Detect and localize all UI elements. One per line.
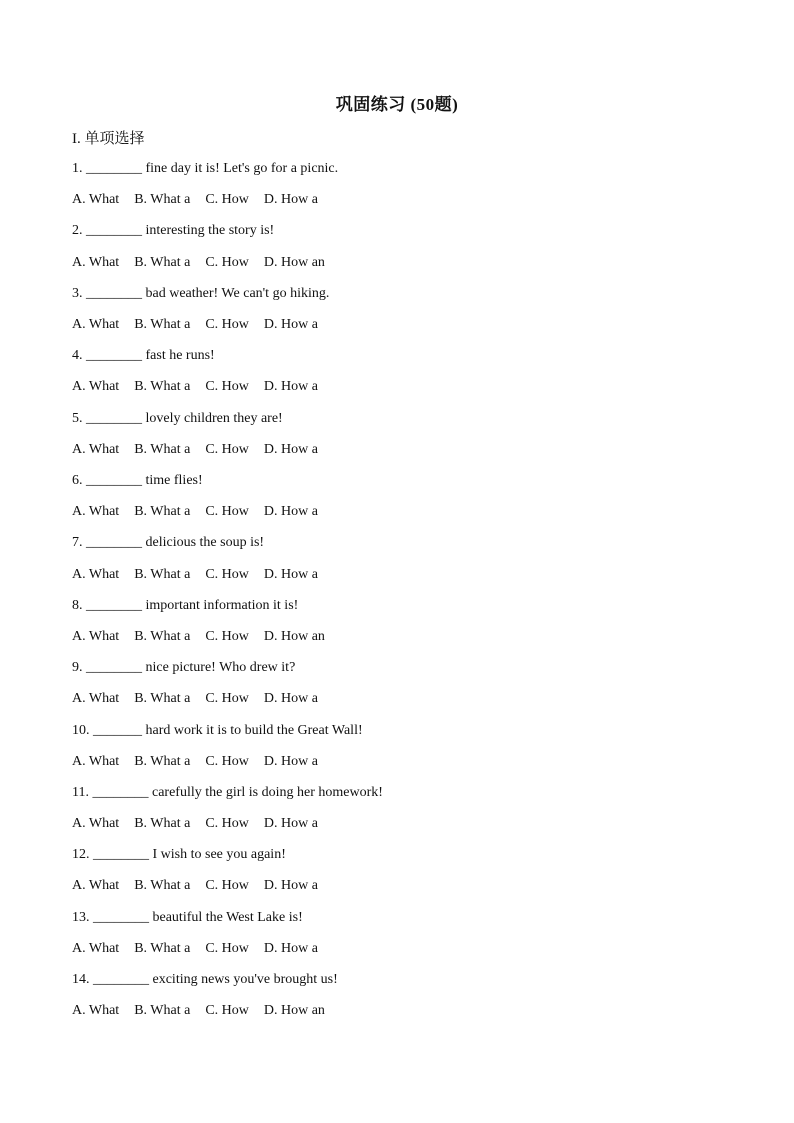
option-b: B. What a — [134, 441, 191, 457]
question-stem: 13. ________ beautiful the West Lake is! — [72, 909, 303, 925]
option-b: B. What a — [134, 940, 191, 956]
option-a: A. What — [72, 566, 120, 582]
option-d: D. How a — [263, 441, 318, 457]
option-c: C. How — [205, 1003, 249, 1019]
question-item — [72, 220, 732, 282]
option-a: A. What — [72, 940, 120, 956]
question-item — [72, 844, 732, 906]
option-c: C. How — [205, 441, 249, 457]
option-a: A. What — [72, 753, 120, 769]
question-stem: 8. ________ important information it is! — [72, 597, 299, 613]
question-stem: 2. ________ interesting the story is! — [72, 223, 275, 239]
option-d: D. How a — [263, 379, 318, 395]
question-item — [72, 470, 732, 532]
option-b: B. What a — [134, 691, 191, 707]
option-b: B. What a — [134, 504, 191, 520]
question-options — [72, 564, 732, 595]
option-b: B. What a — [134, 192, 191, 208]
question-item — [72, 345, 732, 407]
option-c: C. How — [205, 628, 249, 644]
question-item — [72, 283, 732, 345]
question-options — [72, 813, 732, 844]
option-b: B. What a — [134, 753, 191, 769]
question-item — [72, 408, 732, 470]
question-options — [72, 1000, 732, 1031]
option-d: D. How an — [263, 254, 325, 270]
option-d: D. How a — [263, 316, 318, 332]
option-c: C. How — [205, 192, 249, 208]
question-options — [72, 751, 732, 782]
question-stem: 10. _______ hard work it is to build the Great Wall! — [72, 722, 363, 738]
question-stem: 4. ________ fast he runs! — [72, 348, 215, 364]
option-b: B. What a — [134, 316, 191, 332]
option-a: A. What — [72, 254, 120, 270]
option-d: D. How a — [263, 753, 318, 769]
question-stem: 9. ________ nice picture! Who drew it? — [72, 660, 296, 676]
option-a: A. What — [72, 504, 120, 520]
option-c: C. How — [205, 316, 249, 332]
question-options — [72, 501, 732, 532]
option-d: D. How an — [263, 628, 325, 644]
question-stem: 3. ________ bad weather! We can't go hiking. — [72, 285, 330, 301]
question-list — [72, 158, 732, 1031]
option-b: B. What a — [134, 628, 191, 644]
option-b: B. What a — [134, 254, 191, 270]
question-stem: 12. ________ I wish to see you again! — [72, 847, 286, 863]
option-d: D. How a — [263, 816, 318, 832]
question-options — [72, 938, 732, 969]
question-stem: 7. ________ delicious the soup is! — [72, 535, 265, 551]
option-a: A. What — [72, 192, 120, 208]
option-b: B. What a — [134, 566, 191, 582]
question-options — [72, 252, 732, 283]
question-options — [72, 376, 732, 407]
question-options — [72, 314, 732, 345]
question-item — [72, 532, 732, 594]
option-a: A. What — [72, 878, 120, 894]
option-b: B. What a — [134, 816, 191, 832]
option-d: D. How a — [263, 566, 318, 582]
question-options — [72, 875, 732, 906]
question-options — [72, 688, 732, 719]
question-item — [72, 907, 732, 969]
option-d: D. How a — [263, 940, 318, 956]
question-options — [72, 189, 732, 220]
option-b: B. What a — [134, 878, 191, 894]
question-item — [72, 720, 732, 782]
question-item — [72, 782, 732, 844]
question-stem: 6. ________ time flies! — [72, 472, 203, 488]
option-a: A. What — [72, 379, 120, 395]
page-title: 巩固练习 (50题) — [335, 95, 459, 114]
option-d: D. How an — [263, 1003, 325, 1019]
option-c: C. How — [205, 878, 249, 894]
option-a: A. What — [72, 316, 120, 332]
option-a: A. What — [72, 816, 120, 832]
question-stem: 1. ________ fine day it is! Let's go for a picnic. — [72, 161, 339, 176]
question-item — [72, 969, 732, 1031]
option-c: C. How — [205, 504, 249, 520]
question-item — [72, 158, 732, 220]
option-c: C. How — [205, 816, 249, 832]
option-d: D. How a — [263, 192, 318, 208]
question-options — [72, 439, 732, 470]
option-d: D. How a — [263, 878, 318, 894]
option-a: A. What — [72, 1003, 120, 1019]
option-d: D. How a — [263, 691, 318, 707]
option-b: B. What a — [134, 379, 191, 395]
option-a: A. What — [72, 691, 120, 707]
option-a: A. What — [72, 628, 120, 644]
option-d: D. How a — [263, 504, 318, 520]
question-stem: 14. ________ exciting news you've brought us! — [72, 972, 338, 988]
option-c: C. How — [205, 691, 249, 707]
question-stem: 5. ________ lovely children they are! — [72, 410, 283, 426]
option-c: C. How — [205, 940, 249, 956]
section-heading: I. 单项选择 — [72, 131, 145, 147]
option-c: C. How — [205, 254, 249, 270]
question-item — [72, 595, 732, 657]
option-c: C. How — [205, 753, 249, 769]
option-b: B. What a — [134, 1003, 191, 1019]
question-item — [72, 657, 732, 719]
question-options — [72, 626, 732, 657]
option-c: C. How — [205, 379, 249, 395]
option-a: A. What — [72, 441, 120, 457]
option-c: C. How — [205, 566, 249, 582]
question-stem: 11. ________ carefully the girl is doing her homework! — [72, 784, 383, 800]
